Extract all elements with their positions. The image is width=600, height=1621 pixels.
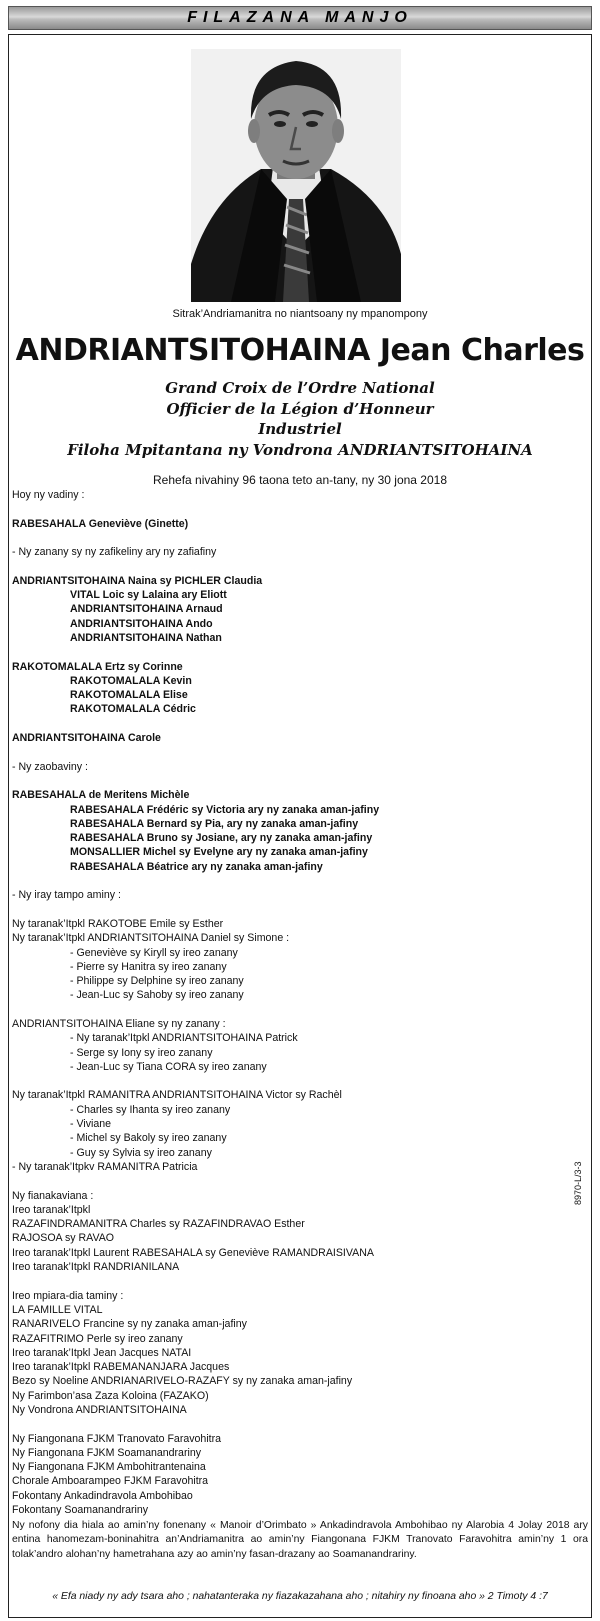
spacer: [12, 502, 588, 516]
title-line: Filoha Mpitantana ny Vondrona ANDRIANTSITOHAINA: [67, 440, 533, 459]
list-line: Ireo taranak’Itpkl: [12, 1203, 91, 1216]
list-line: - Charles sy Ihanta sy ireo zanany: [70, 1103, 231, 1116]
list-line: Fokontany Ankadindravola Ambohibao: [12, 1489, 193, 1502]
list-line: - Jean-Luc sy Sahoby sy ireo zanany: [70, 989, 244, 1002]
title-line: Industriel: [258, 420, 342, 438]
title-line: Officier de la Légion d’Honneur: [166, 399, 434, 418]
list-line: - Ny taranak’Itpkv RAMANITRA Patricia: [12, 1160, 198, 1173]
list-line: - Pierre sy Hanitra sy ireo zanany: [70, 960, 227, 973]
spacer: [12, 1274, 588, 1288]
list-line: MONSALLIER Michel sy Evelyne ary ny zanaka aman-jafiny: [70, 846, 368, 859]
list-line: RABESAHALA Geneviève (Ginette): [12, 517, 189, 530]
list-line: ANDRIANTSITOHAINA Nathan: [70, 631, 222, 644]
list-line: RAKOTOMALALA Ertz sy Corinne: [12, 660, 183, 673]
list-line: - Ny taranak’Itpkl ANDRIANTSITOHAINA Patrick: [70, 1032, 298, 1045]
list-line: - Philippe sy Delphine sy ireo zanany: [70, 975, 244, 988]
spacer: [12, 717, 588, 731]
list-line: - Jean-Luc sy Tiana CORA sy ireo zanany: [70, 1060, 267, 1073]
list-line: RABESAHALA Bruno sy Josiane, ary ny zanaka aman-jafiny: [70, 832, 373, 845]
spacer: [12, 1074, 588, 1088]
list-line: RAKOTOMALALA Cédric: [70, 703, 196, 716]
spacer: [12, 745, 588, 759]
list-line: Ireo mpiara-dia taminy :: [12, 1289, 124, 1302]
death-notice: Rehefa nivahiny 96 taona teto an-tany, ny 30 jona 2018: [153, 473, 447, 487]
list-line: LA FAMILLE VITAL: [12, 1303, 103, 1316]
deceased-name: ANDRIANTSITOHAINA Jean Charles: [15, 333, 585, 368]
list-line: Ny Fiangonana FJKM Soamanandrariny: [12, 1446, 202, 1459]
list-line: RAZAFINDRAMANITRA Charles sy RAZAFINDRAVAO Esther: [12, 1218, 305, 1231]
list-line: RABESAHALA de Meritens Michèle: [12, 789, 190, 802]
list-line: Ny Vondrona ANDRIANTSITOHAINA: [12, 1404, 187, 1416]
closing-paragraph: Ny nofony dia hiala ao amin’ny fonenany « Manoir d’Orimbato » Ankadindravola Ambohibao ny Alarobia 4 Jolay 2018 ary entina hanomezam-boninahitra an’Andriamanitra ao amin’ny Fiangonana FJKM Tranovato Faravohitra amin’ny 1 ora tolak’andro alohan’ny hametrahana azy ao amin’ny fasan-drazany ao Soamanandrariny.: [12, 1520, 588, 1560]
list-line: ANDRIANTSITOHAINA Naina sy PICHLER Claudia: [12, 574, 263, 587]
spacer: [12, 1417, 588, 1431]
list-line: - Ny iray tampo aminy :: [12, 889, 121, 902]
spacer: [12, 874, 588, 888]
spacer: [12, 903, 588, 917]
list-line: Ny Fiangonana FJKM Ambohitrantenaina: [12, 1461, 206, 1474]
list-line: VITAL Loic sy Lalaina ary Eliott: [70, 589, 227, 602]
title-line: Grand Croix de l’Ordre National: [165, 379, 435, 397]
list-line: Chorale Amboarampeo FJKM Faravohitra: [12, 1475, 209, 1488]
list-line: Bezo sy Noeline ANDRIANARIVELO-RAZAFY sy ny zanaka aman-jafiny: [12, 1375, 353, 1388]
bible-quote: « Efa niady ny ady tsara aho ; nahatanteraka ny fiazakazahana aho ; nitahiry ny finoana aho » 2 Timoty 4 :7: [52, 1591, 548, 1602]
list-line: Ny fianakaviana :: [12, 1189, 94, 1202]
family-list: [12, 488, 588, 1517]
spacer: [12, 774, 588, 788]
list-line: - Michel sy Bakoly sy ireo zanany: [70, 1132, 227, 1145]
list-line: ANDRIANTSITOHAINA Ando: [70, 617, 213, 630]
list-line: Ireo taranak’Itpkl Laurent RABESAHALA sy Geneviève RAMANDRAISIVANA: [12, 1246, 374, 1259]
list-line: RABESAHALA Bernard sy Pia, ary ny zanaka aman-jafiny: [70, 817, 359, 830]
list-line: Ny Fiangonana FJKM Tranovato Faravohitra: [12, 1432, 222, 1445]
spacer: [12, 645, 588, 659]
list-line: - Serge sy Iony sy ireo zanany: [70, 1046, 213, 1059]
caption: Sitrak’Andriamanitra no niantsoany ny mpanompony: [172, 308, 428, 320]
list-line: Ireo taranak’Itpkl RANDRIANILANA: [12, 1261, 180, 1274]
spacer: [12, 1003, 588, 1017]
list-line: Ireo taranak’Itpkl RABEMANANJARA Jacques: [12, 1361, 230, 1374]
list-line: Hoy ny vadiny :: [12, 489, 85, 501]
honorific-titles: [0, 378, 600, 460]
list-line: - Ny zaobaviny :: [12, 760, 88, 773]
list-line: Ny taranak’Itpkl RAMANITRA ANDRIANTSITOHAINA Victor sy Rachèl: [12, 1089, 342, 1102]
list-line: ANDRIANTSITOHAINA Arnaud: [70, 603, 223, 616]
portrait-photo: [191, 49, 401, 302]
list-line: RAKOTOMALALA Elise: [70, 689, 188, 702]
list-line: ANDRIANTSITOHAINA Eliane sy ny zanany :: [12, 1017, 226, 1030]
list-line: - Guy sy Sylvia sy ireo zanany: [70, 1146, 212, 1159]
list-line: Ny Farimbon’asa Zaza Koloina (FAZAKO): [12, 1389, 209, 1402]
list-line: RANARIVELO Francine sy ny zanaka aman-jafiny: [12, 1318, 247, 1331]
list-line: RAZAFITRIMO Perle sy ireo zanany: [12, 1332, 183, 1345]
spacer: [12, 1174, 588, 1188]
reference-code: 8970-L/3-3: [573, 1161, 583, 1205]
list-line: Ny taranak’Itpkl RAKOTOBE Emile sy Esther: [12, 917, 224, 930]
list-line: RAKOTOMALALA Kevin: [70, 674, 192, 687]
list-line: Fokontany Soamanandrariny: [12, 1504, 149, 1517]
header-title: FILAZANA MANJO: [187, 9, 413, 26]
list-line: - Ny zanany sy ny zafikeliny ary ny zafiafiny: [12, 546, 217, 559]
header-bar: [8, 6, 592, 30]
list-line: - Geneviève sy Kiryll sy ireo zanany: [70, 946, 238, 959]
spacer: [12, 559, 588, 573]
list-line: ANDRIANTSITOHAINA Carole: [12, 732, 161, 745]
list-line: Ireo taranak’Itpkl Jean Jacques NATAI: [12, 1346, 192, 1359]
list-line: RAJOSOA sy RAVAO: [12, 1232, 115, 1245]
spacer: [12, 531, 588, 545]
list-line: RABESAHALA Béatrice ary ny zanaka aman-jafiny: [70, 860, 323, 873]
list-line: - Viviane: [70, 1118, 112, 1131]
list-line: Ny taranak’Itpkl ANDRIANTSITOHAINA Daniel sy Simone :: [12, 932, 290, 945]
list-line: RABESAHALA Frédéric sy Victoria ary ny zanaka aman-jafiny: [70, 803, 380, 816]
